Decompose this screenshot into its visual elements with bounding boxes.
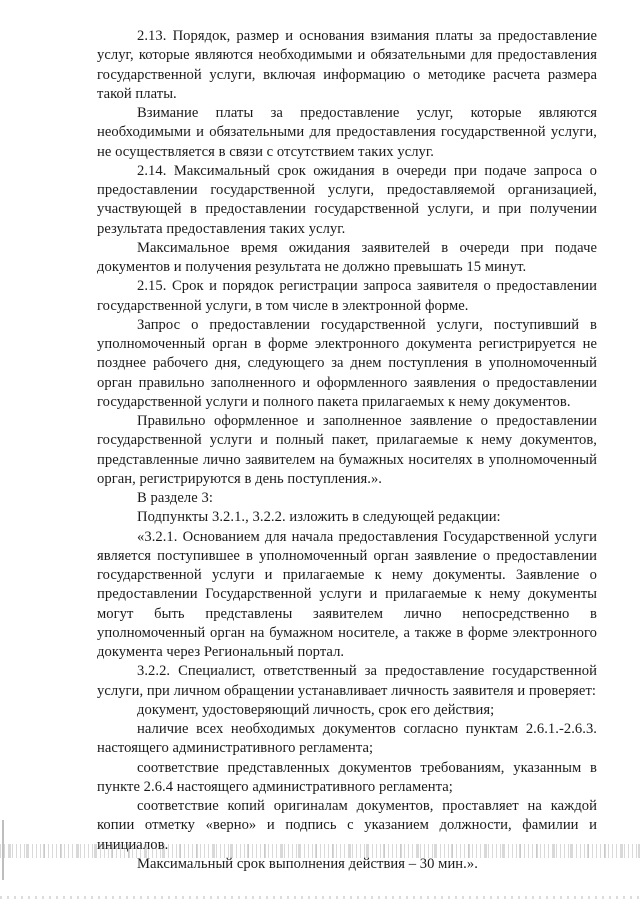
paragraph-electronic-request: Запрос о предоставлении государственной услуги, поступивший в уполномоченный орган в форме электронного документа регистрируется не позднее рабочего дня, следующего за днем поступления в уполномоченный орган правильно заполненного и оформленного заявления о предоставлении государственной услуги и полного пакета прилагаемых к нему документов. [97, 316, 597, 410]
paragraph-paper-request: Правильно оформленное и заполненное заявление о предоставлении государственной услуги и полный пакет, прилагаемые к нему документов, представленные лично заявителем на бумажных носителях в уполномоченный орган, регистрируются в день поступления.». [97, 413, 597, 487]
paragraph-3-2-2: 3.2.2. Специалист, ответственный за предоставление государственной услуги, при личном обращении устанавливает личность заявителя и проверяет: [97, 663, 597, 699]
paragraph-check-requirements: соответствие представленных документов требованиям, указанным в пункте 2.6.4 настоящего административного регламента; [97, 759, 597, 795]
paragraph-2-14: 2.14. Максимальный срок ожидания в очереди при подаче запроса о предоставлении государственной услуги, предоставляемой организацией, участвующей в предоставлении государственной услуги, и при получении результата предоставления таких услуг. [97, 162, 597, 237]
paragraph-fee-note: Взимание платы за предоставление услуг, которые являются необходимыми и обязательными для предоставления государственной услуги, не осуществляется в связи с отсутствием таких услуг. [97, 105, 597, 160]
paragraph-subitems: Подпункты 3.2.1., 3.2.2. изложить в следующей редакции: [137, 509, 501, 526]
paragraph-check-id: документ, удостоверяющий личность, срок его действия; [137, 701, 495, 718]
paragraph-max-time: Максимальный срок выполнения действия – 30 мин.». [137, 855, 478, 872]
paragraph-wait-time: Максимальное время ожидания заявителей в очереди при подаче документов и получения результата не должно превышать 15 минут. [97, 239, 597, 275]
paragraph-2-15: 2.15. Срок и порядок регистрации запроса заявителя о предоставлении государственной услуги, в том числе в электронной форме. [97, 278, 597, 314]
document-page [97, 27, 597, 874]
scan-noise-line [0, 896, 640, 899]
paragraph-check-copies: соответствие копий оригиналам документов, проставляет на каждой копии отметку «верно» и подпись с указанием должности, фамилии и инициалов. [97, 798, 597, 853]
paragraph-section-3: В разделе 3: [137, 490, 213, 506]
margin-mark [2, 820, 4, 880]
paragraph-3-2-1: «3.2.1. Основанием для начала предоставления Государственной услуги является поступившее в уполномоченный орган заявление о предоставлении государственной услуги и прилагаемые к нему документы. Заявление о предоставлении Государственной услуги и прилагаемые к нему документы могут быть представлены заявителем лично непосредственно в уполномоченный орган на бумажном носителе, а также в форме электронного документа через Региональный портал. [97, 528, 597, 660]
paragraph-check-docs: наличие всех необходимых документов согласно пунктам 2.6.1.-2.6.3. настоящего административного регламента; [97, 721, 597, 757]
scan-noise-strip [0, 844, 640, 858]
paragraph-2-13: 2.13. Порядок, размер и основания взимания платы за предоставление услуг, которые являются необходимыми и обязательными для предоставления государственной услуги, включая информацию о методике расчета размера такой платы. [97, 28, 597, 102]
